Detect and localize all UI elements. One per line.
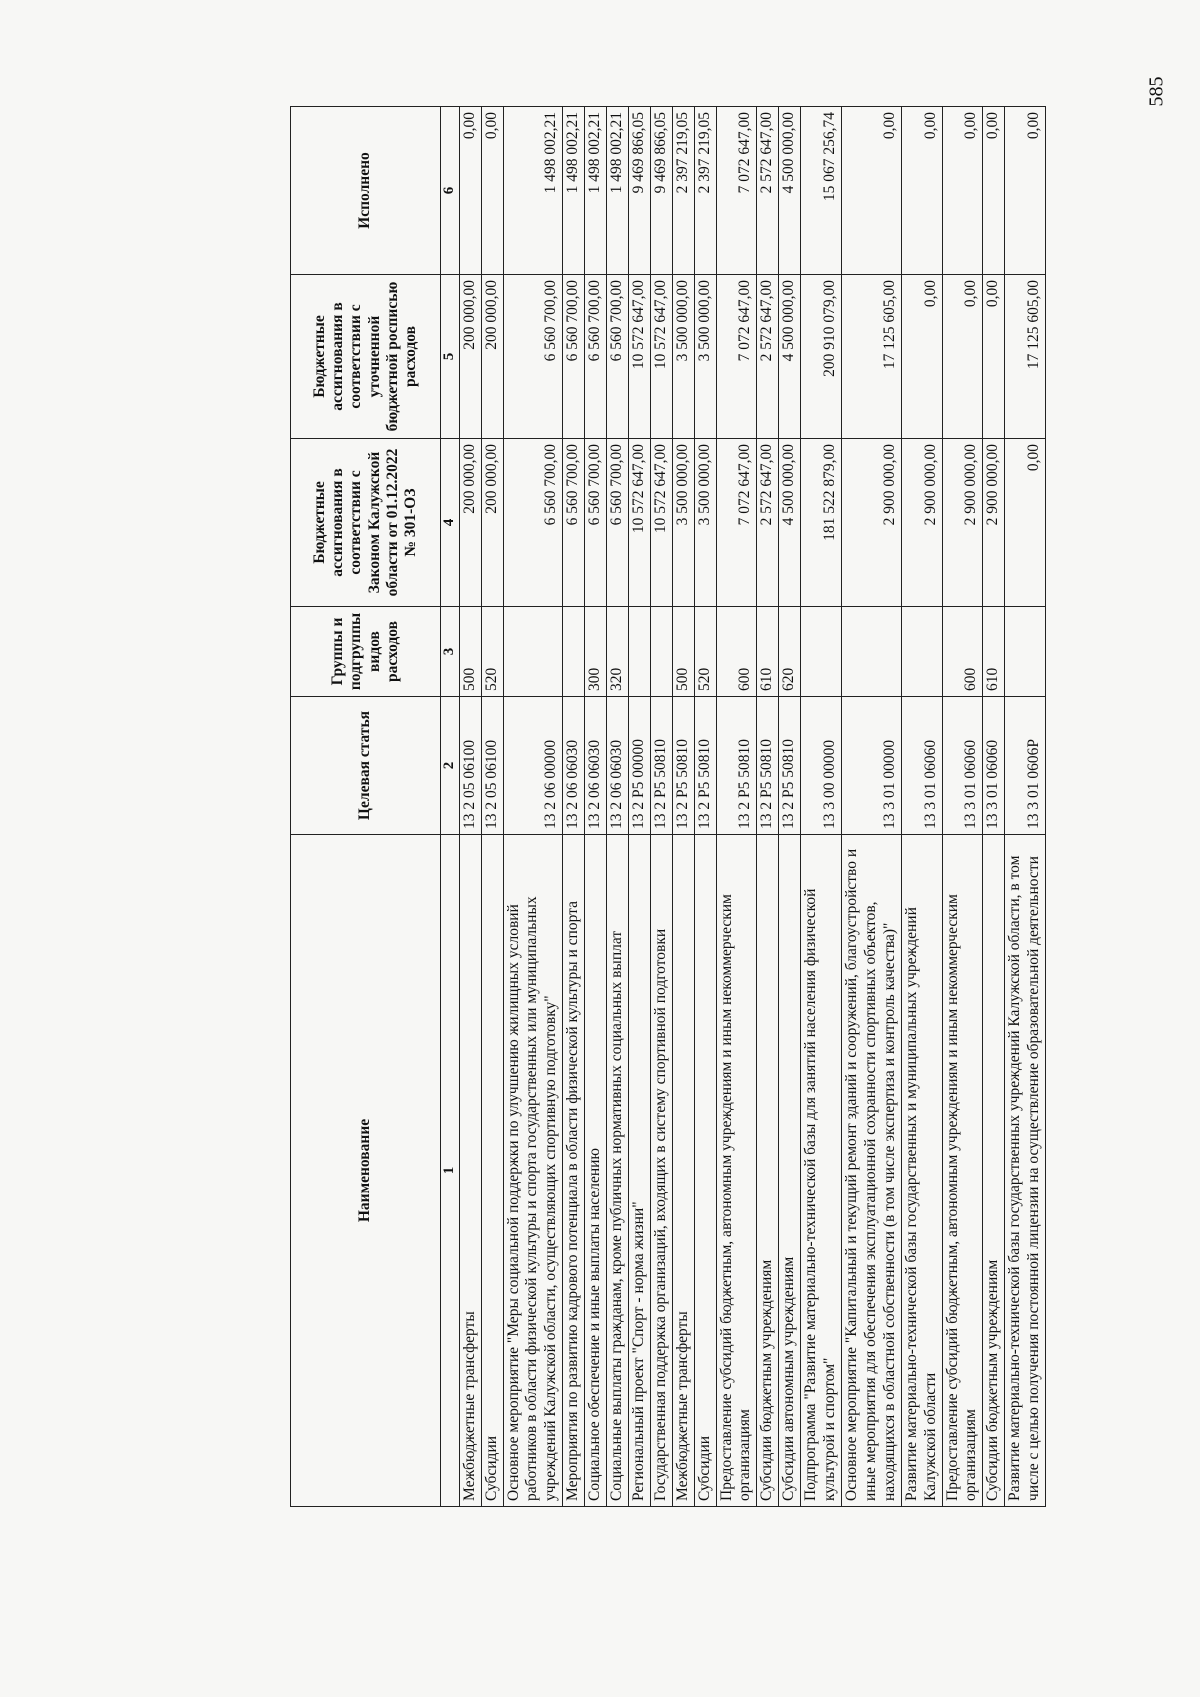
row-expense-group xyxy=(1005,607,1046,697)
row-refined-amount: 7 072 647,00 xyxy=(716,275,757,439)
row-law-amount: 200 000,00 xyxy=(459,439,481,607)
column-number: 3 xyxy=(441,607,460,697)
row-expense-group: 300 xyxy=(585,607,607,697)
row-expense-group: 620 xyxy=(779,607,801,697)
row-name: Предоставление субсидий бюджетным, автономным учреждениям и иным некоммерческим организациям xyxy=(942,835,983,1507)
row-target-code: 13 2 P5 50810 xyxy=(757,697,779,835)
row-target-code: 13 2 06 06030 xyxy=(607,697,629,835)
row-executed-amount: 0,00 xyxy=(842,107,902,275)
table-row xyxy=(459,107,481,1507)
row-expense-group: 610 xyxy=(983,607,1005,697)
row-name: Субсидии xyxy=(481,835,503,1507)
header-code: Целевая статья xyxy=(291,697,441,835)
row-law-amount: 2 900 000,00 xyxy=(942,439,983,607)
row-name: Региональный проект "Спорт - норма жизни" xyxy=(628,835,650,1507)
table-row xyxy=(901,107,942,1507)
row-expense-group xyxy=(563,607,585,697)
row-executed-amount: 1 498 002,21 xyxy=(585,107,607,275)
row-expense-group: 600 xyxy=(942,607,983,697)
table-row xyxy=(672,107,694,1507)
row-target-code: 13 2 06 06030 xyxy=(585,697,607,835)
table-row xyxy=(694,107,716,1507)
row-refined-amount: 3 500 000,00 xyxy=(672,275,694,439)
row-law-amount: 4 500 000,00 xyxy=(779,439,801,607)
row-expense-group: 600 xyxy=(716,607,757,697)
row-expense-group: 320 xyxy=(607,607,629,697)
row-refined-amount: 200 000,00 xyxy=(459,275,481,439)
row-refined-amount: 200 000,00 xyxy=(481,275,503,439)
row-name: Государственная поддержка организаций, входящих в систему спортивной подготовки xyxy=(650,835,672,1507)
row-target-code: 13 2 P5 50810 xyxy=(650,697,672,835)
header-executed: Исполнено xyxy=(291,107,441,275)
row-name: Субсидии xyxy=(694,835,716,1507)
row-target-code: 13 2 P5 50810 xyxy=(672,697,694,835)
header-law: Бюджетные ассигнования в соответствии с Законом Калужской области от 01.12.2022 № 301-ОЗ xyxy=(291,439,441,607)
header-group: Группы и подгруппы видов расходов xyxy=(291,607,441,697)
row-refined-amount: 10 572 647,00 xyxy=(650,275,672,439)
row-target-code: 13 2 P5 50810 xyxy=(694,697,716,835)
table-row xyxy=(503,107,563,1507)
row-name: Социальные выплаты гражданам, кроме публичных нормативных социальных выплат xyxy=(607,835,629,1507)
row-executed-amount: 2 572 647,00 xyxy=(757,107,779,275)
row-target-code: 13 2 05 06100 xyxy=(481,697,503,835)
row-refined-amount: 2 572 647,00 xyxy=(757,275,779,439)
row-executed-amount: 0,00 xyxy=(1005,107,1046,275)
row-law-amount: 10 572 647,00 xyxy=(628,439,650,607)
row-refined-amount: 6 560 700,00 xyxy=(585,275,607,439)
row-name: Межбюджетные трансферты xyxy=(672,835,694,1507)
column-number: 5 xyxy=(441,275,460,439)
row-target-code: 13 3 01 00000 xyxy=(842,697,902,835)
row-target-code: 13 2 06 00000 xyxy=(503,697,563,835)
table-row xyxy=(842,107,902,1507)
row-law-amount: 0,00 xyxy=(1005,439,1046,607)
row-law-amount: 7 072 647,00 xyxy=(716,439,757,607)
row-law-amount: 10 572 647,00 xyxy=(650,439,672,607)
row-law-amount: 3 500 000,00 xyxy=(672,439,694,607)
header-name: Наименование xyxy=(291,835,441,1507)
row-refined-amount: 0,00 xyxy=(901,275,942,439)
row-name: Социальное обеспечение и иные выплаты населению xyxy=(585,835,607,1507)
table-row xyxy=(628,107,650,1507)
row-refined-amount: 6 560 700,00 xyxy=(563,275,585,439)
row-target-code: 13 2 06 06030 xyxy=(563,697,585,835)
table-row xyxy=(650,107,672,1507)
row-executed-amount: 1 498 002,21 xyxy=(563,107,585,275)
row-law-amount: 2 900 000,00 xyxy=(901,439,942,607)
row-refined-amount: 6 560 700,00 xyxy=(503,275,563,439)
row-target-code: 13 2 P5 50810 xyxy=(779,697,801,835)
row-expense-group xyxy=(842,607,902,697)
row-executed-amount: 0,00 xyxy=(983,107,1005,275)
row-refined-amount: 6 560 700,00 xyxy=(607,275,629,439)
row-expense-group xyxy=(628,607,650,697)
column-number: 6 xyxy=(441,107,460,275)
row-target-code: 13 3 01 06060 xyxy=(901,697,942,835)
row-executed-amount: 7 072 647,00 xyxy=(716,107,757,275)
table-row xyxy=(757,107,779,1507)
row-refined-amount: 17 125 605,00 xyxy=(842,275,902,439)
row-expense-group xyxy=(901,607,942,697)
row-executed-amount: 4 500 000,00 xyxy=(779,107,801,275)
row-expense-group xyxy=(503,607,563,697)
rotated-table-container xyxy=(290,107,1200,1507)
row-refined-amount: 0,00 xyxy=(942,275,983,439)
row-refined-amount: 4 500 000,00 xyxy=(779,275,801,439)
row-law-amount: 3 500 000,00 xyxy=(694,439,716,607)
row-executed-amount: 15 067 256,74 xyxy=(801,107,842,275)
row-law-amount: 2 572 647,00 xyxy=(757,439,779,607)
row-target-code: 13 3 01 06060 xyxy=(983,697,1005,835)
row-law-amount: 200 000,00 xyxy=(481,439,503,607)
row-name: Основное мероприятие "Капитальный и текущий ремонт зданий и сооружений, благоустройство и иные мероприятия для обеспечения эксплуатационной сохранности спортивных объектов, находящихся в областной собственности (в том числе экспертиза и контроль качества)" xyxy=(842,835,902,1507)
row-law-amount: 2 900 000,00 xyxy=(842,439,902,607)
row-law-amount: 181 522 879,00 xyxy=(801,439,842,607)
row-name: Основное мероприятие "Меры социальной поддержки по улучшению жилищных условий работников в области физической культуры и спорта государственных или муниципальных учреждений Калужской области, осуществляющих спортивную подготовку" xyxy=(503,835,563,1507)
column-number: 1 xyxy=(441,835,460,1507)
row-law-amount: 6 560 700,00 xyxy=(585,439,607,607)
row-name: Развитие материально-технической базы государственных учреждений Калужской области, в том числе с целью получения постоянной лицензии на осуществление образовательной деятельности xyxy=(1005,835,1046,1507)
table-body xyxy=(459,107,1045,1507)
table-row xyxy=(563,107,585,1507)
header-refined: Бюджетные ассигнования в соответствии с уточненной бюджетной росписью расходов xyxy=(291,275,441,439)
row-expense-group xyxy=(801,607,842,697)
row-executed-amount: 1 498 002,21 xyxy=(607,107,629,275)
row-executed-amount: 0,00 xyxy=(942,107,983,275)
table-row xyxy=(481,107,503,1507)
row-name: Субсидии бюджетным учреждениям xyxy=(757,835,779,1507)
row-executed-amount: 0,00 xyxy=(481,107,503,275)
row-name: Предоставление субсидий бюджетным, автономным учреждениям и иным некоммерческим организациям xyxy=(716,835,757,1507)
column-number: 2 xyxy=(441,697,460,835)
row-target-code: 13 3 01 0606P xyxy=(1005,697,1046,835)
row-executed-amount: 0,00 xyxy=(459,107,481,275)
row-name: Межбюджетные трансферты xyxy=(459,835,481,1507)
row-law-amount: 6 560 700,00 xyxy=(607,439,629,607)
row-refined-amount: 17 125 605,00 xyxy=(1005,275,1046,439)
row-executed-amount: 0,00 xyxy=(901,107,942,275)
row-name: Развитие материально-технической базы государственных и муниципальных учреждений Калужской области xyxy=(901,835,942,1507)
row-expense-group: 500 xyxy=(459,607,481,697)
row-executed-amount: 1 498 002,21 xyxy=(503,107,563,275)
table-row xyxy=(607,107,629,1507)
row-executed-amount: 9 469 866,05 xyxy=(628,107,650,275)
table-row xyxy=(801,107,842,1507)
column-number: 4 xyxy=(441,439,460,607)
row-refined-amount: 0,00 xyxy=(983,275,1005,439)
row-name: Субсидии автономным учреждениям xyxy=(779,835,801,1507)
table-row xyxy=(585,107,607,1507)
row-target-code: 13 3 01 06060 xyxy=(942,697,983,835)
row-executed-amount: 2 397 219,05 xyxy=(694,107,716,275)
row-law-amount: 2 900 000,00 xyxy=(983,439,1005,607)
row-target-code: 13 2 P5 50810 xyxy=(716,697,757,835)
row-refined-amount: 10 572 647,00 xyxy=(628,275,650,439)
table-row xyxy=(1005,107,1046,1507)
budget-table xyxy=(290,106,1046,1507)
table-row xyxy=(716,107,757,1507)
table-row xyxy=(942,107,983,1507)
row-refined-amount: 200 910 079,00 xyxy=(801,275,842,439)
row-law-amount: 6 560 700,00 xyxy=(503,439,563,607)
row-executed-amount: 2 397 219,05 xyxy=(672,107,694,275)
row-target-code: 13 2 P5 00000 xyxy=(628,697,650,835)
row-executed-amount: 9 469 866,05 xyxy=(650,107,672,275)
table-row xyxy=(779,107,801,1507)
row-refined-amount: 3 500 000,00 xyxy=(694,275,716,439)
row-name: Подпрограмма "Развитие материально-технической базы для занятий населения физической культурой и спортом" xyxy=(801,835,842,1507)
row-expense-group: 610 xyxy=(757,607,779,697)
row-expense-group: 500 xyxy=(672,607,694,697)
row-name: Мероприятия по развитию кадрового потенциала в области физической культуры и спорта xyxy=(563,835,585,1507)
row-name: Субсидии бюджетным учреждениям xyxy=(983,835,1005,1507)
row-target-code: 13 2 05 06100 xyxy=(459,697,481,835)
row-expense-group: 520 xyxy=(481,607,503,697)
row-expense-group: 520 xyxy=(694,607,716,697)
page-number: 585 xyxy=(1145,76,1168,107)
row-expense-group xyxy=(650,607,672,697)
table-row xyxy=(983,107,1005,1507)
row-target-code: 13 3 00 00000 xyxy=(801,697,842,835)
row-law-amount: 6 560 700,00 xyxy=(563,439,585,607)
